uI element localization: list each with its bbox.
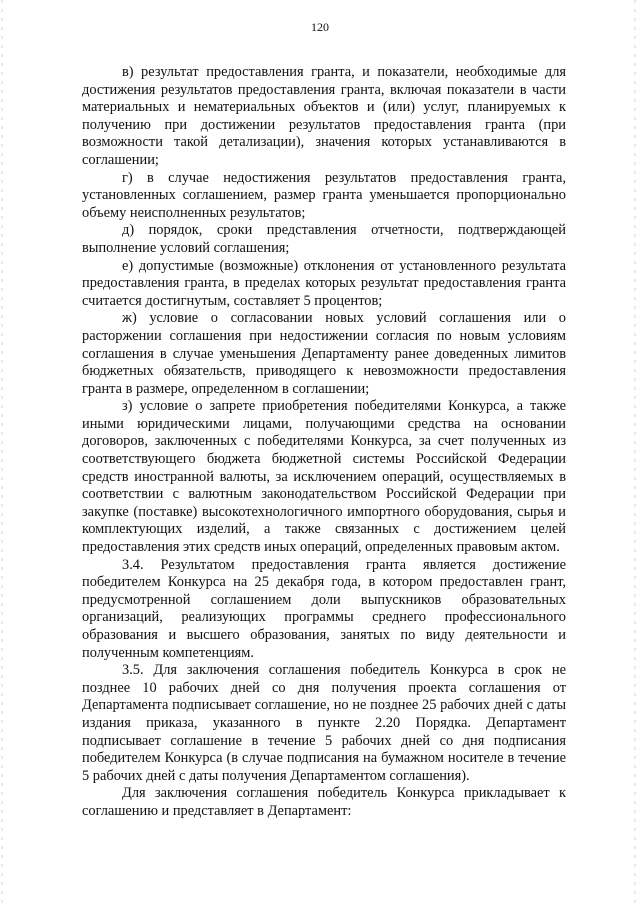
paragraph-item-z: з) условие о запрете приобретения победителями Конкурса, а также иными юридическими лицами, получающими средства на основании договоров, заключенных с победителями Конкурса, за счет полученных из соответствующего бюджета бюджетной системы Российской Федерации средств иностранной валюты, за исключением операций, осуществляемых в соответствии с валютным законодательством Российской Федерации при закупке (поставке) высокотехнологичного импортного оборудования, сырья и комплектующих изделий, а также связанных с достижением целей предоставления этих средств иных операций, определенных правовым актом. bbox=[82, 398, 566, 556]
paragraph-clause-3-4: 3.4. Результатом предоставления гранта является достижение победителем Конкурса на 25 декабря года, в котором предоставлен грант, предусмотренной соглашением доли выпускников образовательных организаций, реализующих программы среднего профессионального образования и высшего образования, занятых по виду деятельности и полученным компетенциям. bbox=[82, 556, 566, 661]
page-number: 120 bbox=[311, 20, 329, 34]
paragraph-item-e: е) допустимые (возможные) отклонения от установленного результата предоставления гранта, в пределах которых результат предоставления гранта считается достигнутым, составляет 5 процентов; bbox=[82, 257, 566, 309]
paragraph-clause-3-5: 3.5. Для заключения соглашения победитель Конкурса в срок не позднее 10 рабочих дней со дня получения проекта соглашения от Департамента подписывает соглашение, но не позднее 25 рабочих дней с даты издания приказа, указанного в пункте 2.20 Порядка. Департамент подписывает соглашение в течение 5 рабочих дней со дня подписания победителем Конкурса (в случае подписания на бумажном носителе в течение 5 рабочих дней с даты получения Департаментом соглашения). bbox=[82, 662, 566, 784]
document-body bbox=[82, 64, 566, 821]
scan-edge-right bbox=[634, 0, 636, 905]
paragraph-item-d: д) порядок, сроки представления отчетности, подтверждающей выполнение условий соглашения; bbox=[82, 222, 566, 256]
paragraph-attachments-intro: Для заключения соглашения победитель Конкурса прикладывает к соглашению и представляет в Департамент: bbox=[82, 785, 566, 819]
paragraph-item-g: г) в случае недостижения результатов предоставления гранта, установленных соглашением, размер гранта уменьшается пропорционально объему неисполненных результатов; bbox=[82, 169, 566, 221]
paragraph-item-zh: ж) условие о согласовании новых условий соглашения или о расторжении соглашения при недостижении согласия по новым условиям соглашения в случае уменьшения Департаменту ранее доведенных лимитов бюджетных обязательств, приводящего к невозможности предоставления гранта в размере, определенном в соглашении; bbox=[82, 310, 566, 397]
paragraph-item-v: в) результат предоставления гранта, и показатели, необходимые для достижения результатов предоставления гранта, включая показатели в части материальных и нематериальных объектов и (или) услуг, планируемых к получению при достижении результатов предоставления гранта (при возможности такой детализации), значения которых устанавливаются в соглашении; bbox=[82, 64, 566, 168]
scan-edge-left bbox=[1, 0, 3, 905]
